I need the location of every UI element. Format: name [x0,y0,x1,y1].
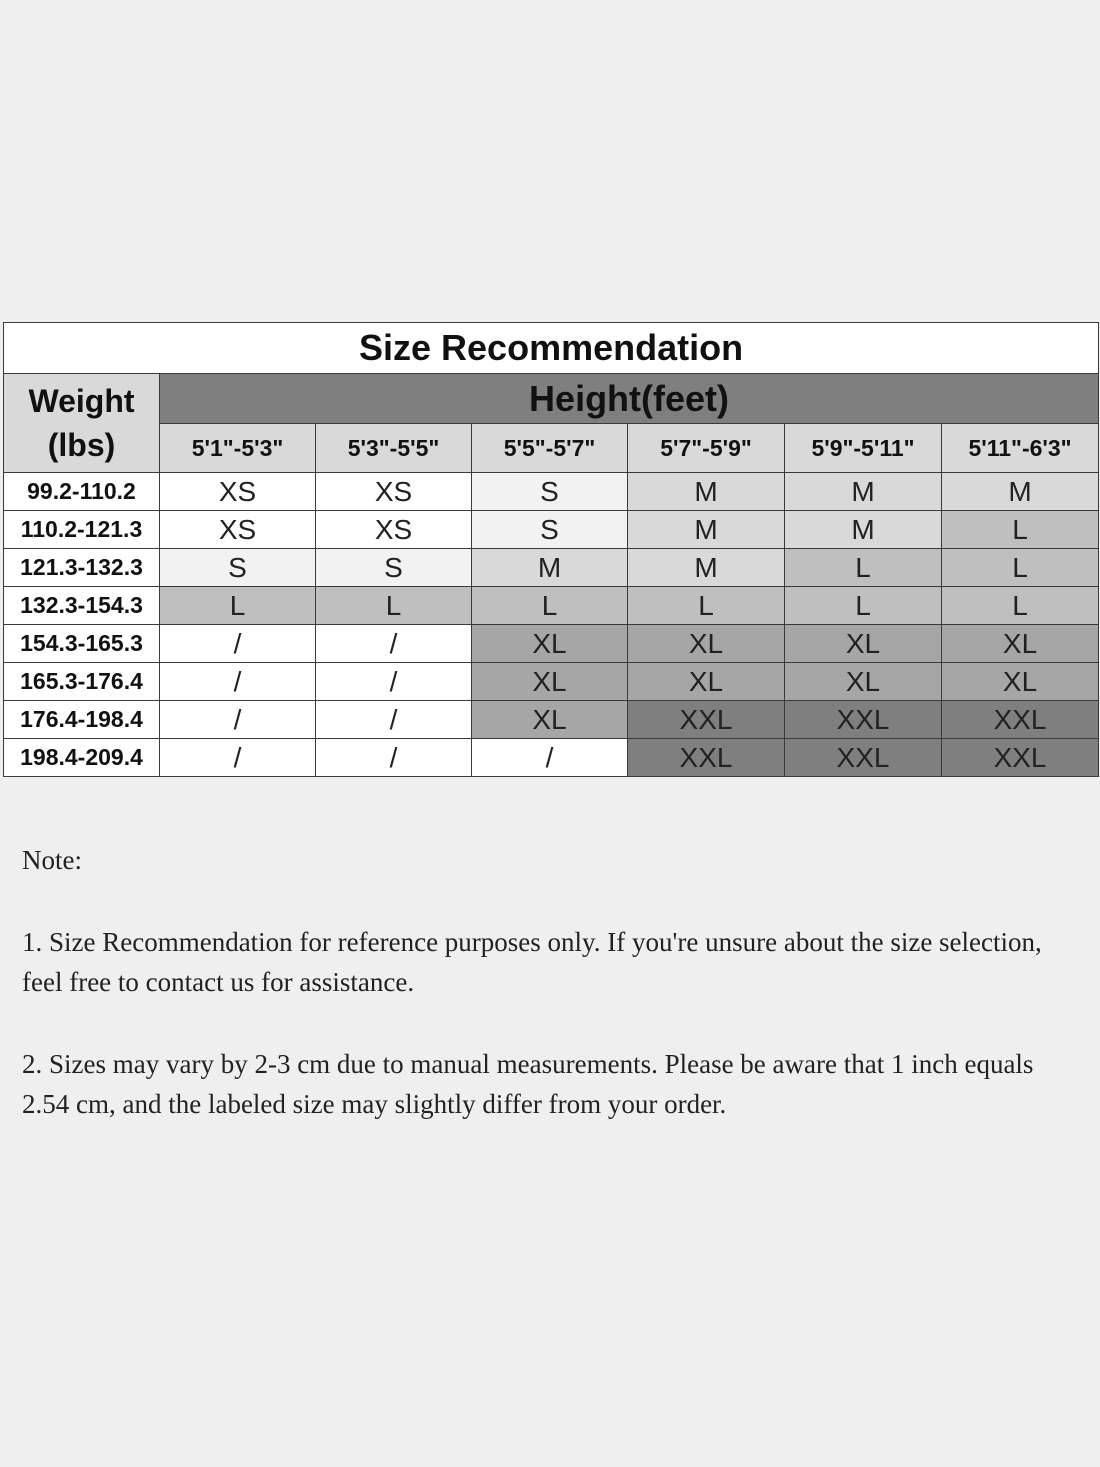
weight-header-unit: (lbs) [47,427,116,463]
size-cell: / [160,663,316,701]
size-cell: L [785,587,942,625]
size-cell: L [785,549,942,587]
table-title: Size Recommendation [4,323,1099,374]
weight-range-cell: 132.3-154.3 [4,587,160,625]
table-row [4,511,1099,549]
size-cell: / [160,739,316,777]
weight-header-label: Weight [28,383,135,419]
height-range-header: 5'1"-5'3" [160,424,316,473]
size-cell: XS [160,511,316,549]
height-header: Height(feet) [160,374,1099,424]
size-cell: L [942,587,1099,625]
size-cell: M [628,549,785,587]
weight-range-cell: 110.2-121.3 [4,511,160,549]
height-range-header: 5'7"-5'9" [628,424,785,473]
size-cell: S [472,511,628,549]
size-cell: XL [785,625,942,663]
size-cell: M [472,549,628,587]
size-recommendation-table [3,322,1099,777]
size-cell: L [160,587,316,625]
size-cell: L [942,511,1099,549]
weight-header [4,374,160,473]
notes-section [22,840,1082,1166]
height-range-header-row [4,424,1099,473]
size-cell: / [160,701,316,739]
table-row [4,739,1099,777]
height-range-header: 5'5"-5'7" [472,424,628,473]
table-row [4,473,1099,511]
size-cell: S [316,549,472,587]
weight-range-cell: 121.3-132.3 [4,549,160,587]
size-cell: XXL [785,739,942,777]
size-cell: XL [942,625,1099,663]
size-cell: M [628,511,785,549]
table-row [4,663,1099,701]
size-cell: XL [628,625,785,663]
weight-range-cell: 165.3-176.4 [4,663,160,701]
height-range-header: 5'3"-5'5" [316,424,472,473]
size-cell: XXL [785,701,942,739]
weight-range-cell: 198.4-209.4 [4,739,160,777]
size-cell: S [160,549,316,587]
height-range-header: 5'9"-5'11" [785,424,942,473]
size-cell: XXL [628,701,785,739]
height-header-row [4,374,1099,424]
size-cell: / [160,625,316,663]
table-row [4,587,1099,625]
size-cell: XL [472,701,628,739]
size-cell: L [316,587,472,625]
note-item: 2. Sizes may vary by 2-3 cm due to manual measurements. Please be aware that 1 inch equals 2.54 cm, and the labeled size may slightly differ from your order. [22,1049,1034,1119]
height-range-header: 5'11"-6'3" [942,424,1099,473]
size-cell: XL [942,663,1099,701]
size-cell: L [472,587,628,625]
size-cell: M [785,473,942,511]
size-cell: M [942,473,1099,511]
weight-range-cell: 176.4-198.4 [4,701,160,739]
size-cell: XL [785,663,942,701]
size-cell: L [942,549,1099,587]
size-cell: / [316,739,472,777]
size-cell: L [628,587,785,625]
size-cell: / [316,625,472,663]
table-row [4,701,1099,739]
size-cell: XS [316,511,472,549]
note-item: 1. Size Recommendation for reference purposes only. If you're unsure about the size selection, feel free to contact us for assistance. [22,927,1042,997]
size-cell: XL [628,663,785,701]
size-cell: / [316,701,472,739]
size-cell: S [472,473,628,511]
size-cell: M [785,511,942,549]
notes-heading: Note: [22,845,82,875]
weight-range-cell: 154.3-165.3 [4,625,160,663]
size-cell: / [316,663,472,701]
title-row [4,323,1099,374]
table-row [4,549,1099,587]
size-cell: XS [160,473,316,511]
size-cell: XXL [628,739,785,777]
weight-range-cell: 99.2-110.2 [4,473,160,511]
size-cell: XXL [942,701,1099,739]
size-cell: XS [316,473,472,511]
table-row [4,625,1099,663]
size-cell: XXL [942,739,1099,777]
size-cell: M [628,473,785,511]
size-cell: / [472,739,628,777]
size-cell: XL [472,625,628,663]
size-cell: XL [472,663,628,701]
